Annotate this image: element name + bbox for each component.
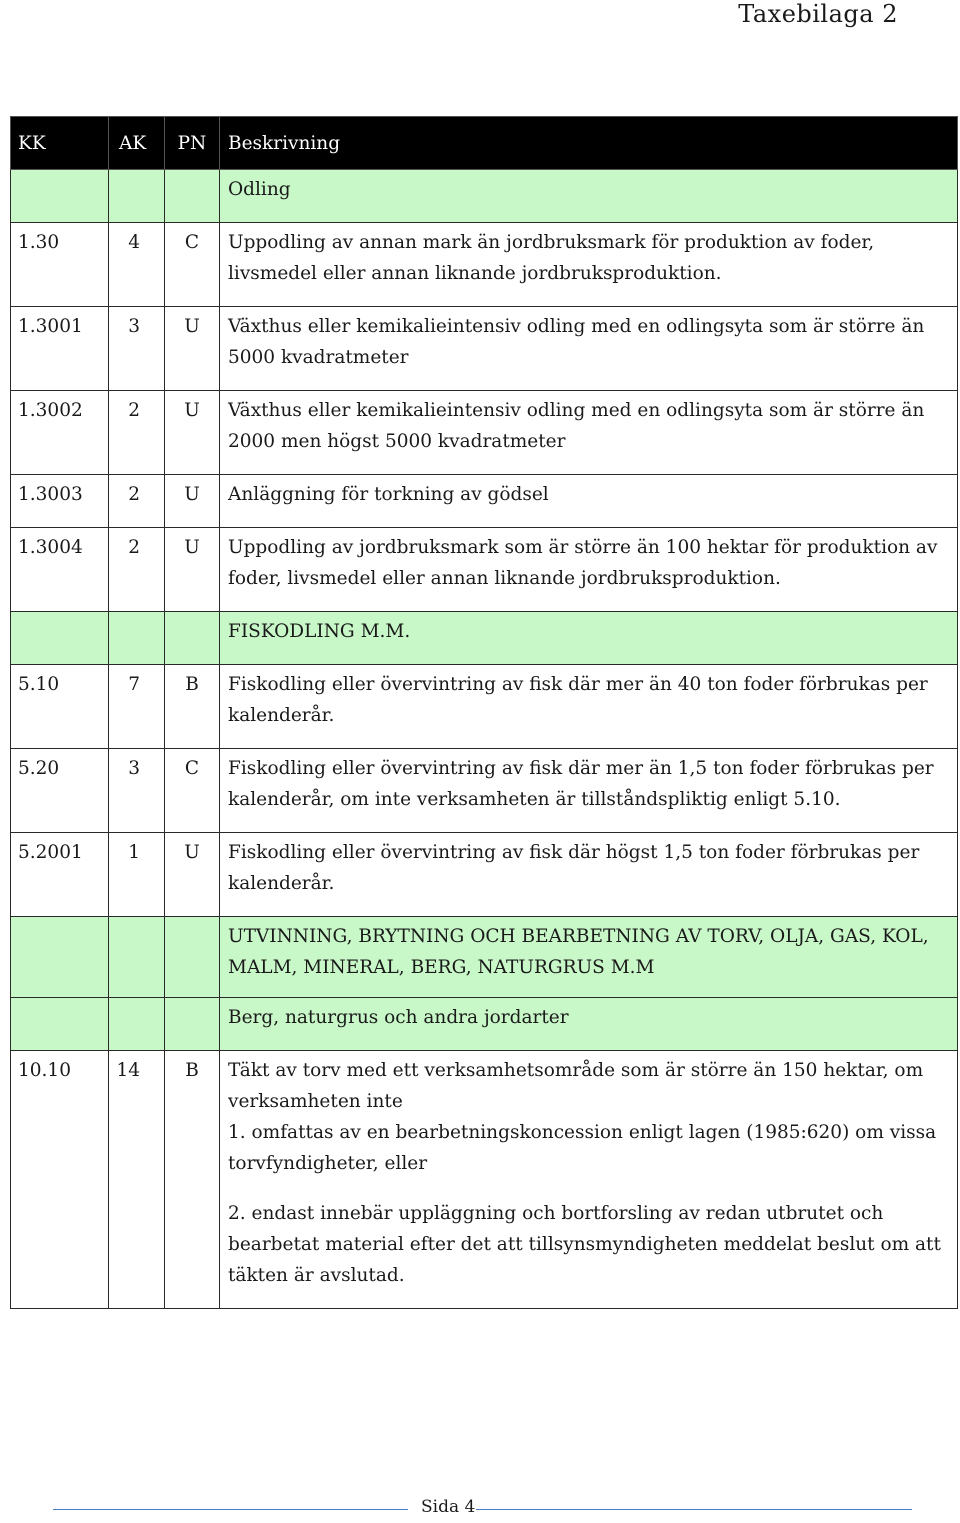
pn-value: U (165, 307, 220, 391)
description: Fiskodling eller övervintring av fisk där mer än 1,5 ton foder förbrukas per kalenderår, om inte verksamheten är tillståndspliktig enligt 5.10. (220, 749, 958, 833)
kk-code: 1.3004 (11, 528, 109, 612)
table-row (11, 307, 958, 391)
kk-code: 1.3001 (11, 307, 109, 391)
table-row (11, 223, 958, 307)
ak-value: 3 (109, 749, 165, 833)
ak-value: 4 (109, 223, 165, 307)
pn-value: C (165, 749, 220, 833)
pn-value: C (165, 223, 220, 307)
footer-divider-right (476, 1509, 912, 1510)
ak-value: 1 (109, 833, 165, 917)
table-header-row (11, 117, 958, 170)
description: Fiskodling eller övervintring av fisk där högst 1,5 ton foder förbrukas per kalenderår. (220, 833, 958, 917)
table-row (11, 665, 958, 749)
table-row (11, 749, 958, 833)
description: Fiskodling eller övervintring av fisk där mer än 40 ton foder förbrukas per kalenderår. (220, 665, 958, 749)
ak-value: 2 (109, 391, 165, 475)
table-row (11, 528, 958, 612)
description-cell (220, 1051, 958, 1309)
column-header-ak: AK (109, 117, 165, 170)
description: Anläggning för torkning av gödsel (220, 475, 958, 528)
pn-value: B (165, 665, 220, 749)
ak-value: 3 (109, 307, 165, 391)
pn-value: U (165, 391, 220, 475)
ak-value: 14 (109, 1051, 165, 1309)
kk-code: 1.30 (11, 223, 109, 307)
description: Växthus eller kemikalieintensiv odling med en odlingsyta som är större än 2000 men högst 5000 kvadratmeter (220, 391, 958, 475)
table-row (11, 1051, 958, 1309)
column-header-description: Beskrivning (220, 117, 958, 170)
section-row-berg (11, 998, 958, 1051)
ak-value: 2 (109, 528, 165, 612)
description-item-1: 1. omfattas av en bearbetningskoncession enligt lagen (1985:620) om vissa torvfyndigheter, eller (228, 1122, 937, 1174)
description: Uppodling av annan mark än jordbruksmark för produktion av foder, livsmedel eller annan liknande jordbruksproduktion. (220, 223, 958, 307)
table-row (11, 475, 958, 528)
pn-value: B (165, 1051, 220, 1309)
section-subtitle: Berg, naturgrus och andra jordarter (220, 998, 958, 1051)
kk-code: 10.10 (11, 1051, 109, 1309)
column-header-kk: KK (11, 117, 109, 170)
table-row (11, 391, 958, 475)
description: Uppodling av jordbruksmark som är större än 100 hektar för produktion av foder, livsmedel eller annan liknande jordbruksproduktion. (220, 528, 958, 612)
pn-value: U (165, 833, 220, 917)
page-header-title: Taxebilaga 2 (738, 0, 898, 28)
column-header-pn: PN (165, 117, 220, 170)
description: Växthus eller kemikalieintensiv odling med en odlingsyta som är större än 5000 kvadratmeter (220, 307, 958, 391)
kk-code: 1.3003 (11, 475, 109, 528)
section-row-odling (11, 170, 958, 223)
page-footer (0, 1493, 960, 1523)
section-title: Odling (220, 170, 958, 223)
section-title: FISKODLING M.M. (220, 612, 958, 665)
section-row-utvinning (11, 917, 958, 998)
kk-code: 5.20 (11, 749, 109, 833)
ak-value: 2 (109, 475, 165, 528)
pn-value: U (165, 475, 220, 528)
ak-value: 7 (109, 665, 165, 749)
description-item-2: 2. endast innebär uppläggning och bortforsling av redan utbrutet och bearbetat material efter det att tillsynsmyndigheten meddelat beslut om att täkten är avslutad. (228, 1203, 941, 1286)
page-number: Sida 4 (421, 1497, 476, 1517)
pn-value: U (165, 528, 220, 612)
table-row (11, 833, 958, 917)
section-title: UTVINNING, BRYTNING OCH BEARBETNING AV TORV, OLJA, GAS, KOL, MALM, MINERAL, BERG, NATURGRUS M.M (220, 917, 958, 998)
section-row-fiskodling (11, 612, 958, 665)
description: Täkt av torv med ett verksamhetsområde som är större än 150 hektar, om verksamheten inte (228, 1060, 924, 1112)
kk-code: 5.2001 (11, 833, 109, 917)
footer-divider-left (53, 1509, 408, 1510)
kk-code: 1.3002 (11, 391, 109, 475)
kk-code: 5.10 (11, 665, 109, 749)
tax-table (10, 116, 958, 1309)
